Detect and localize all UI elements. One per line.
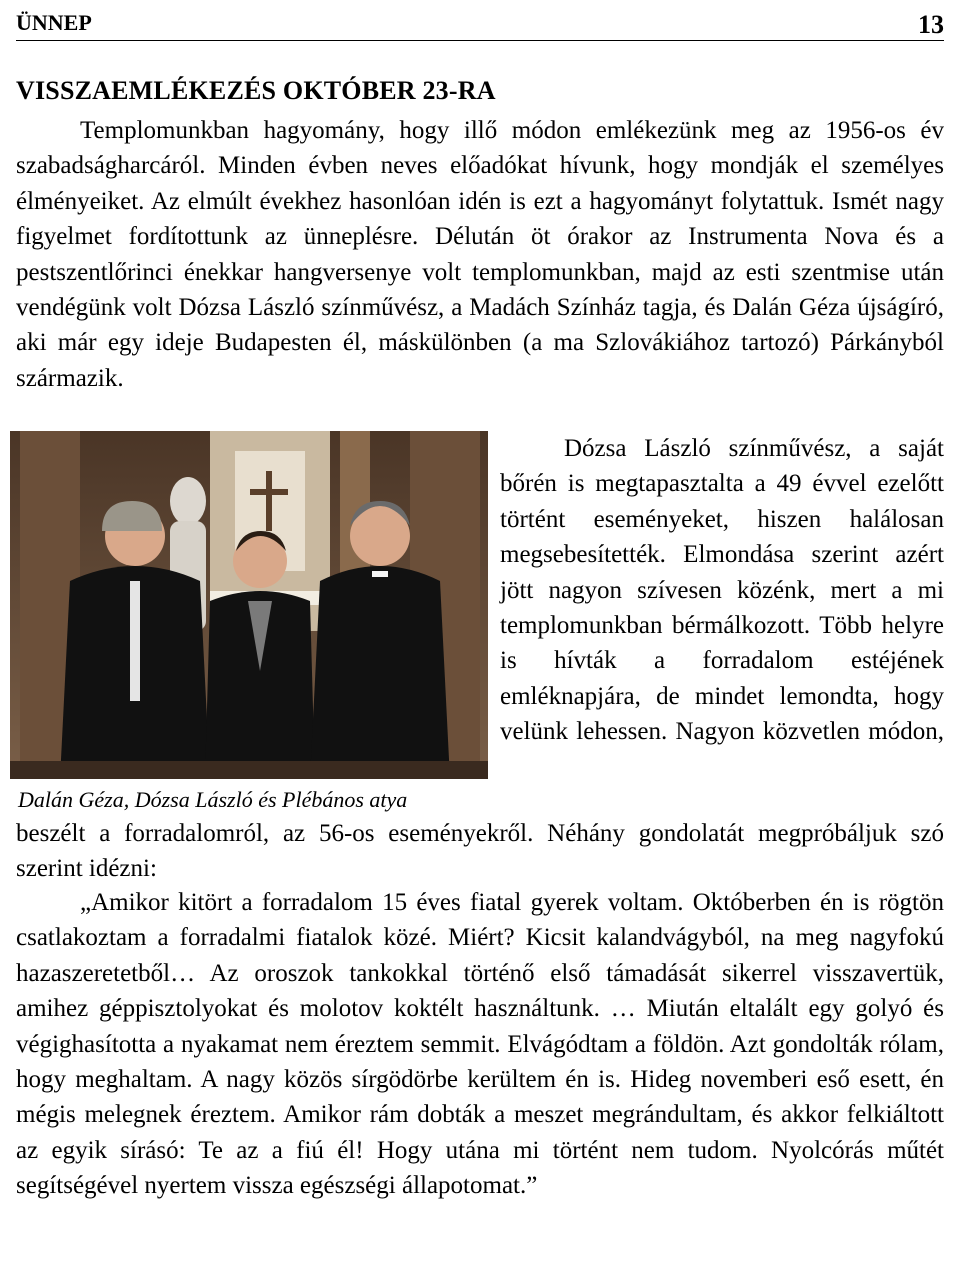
side-column-paragraph: Dózsa László színművész, a saját bőrén is megtapasztalta a 49 évvel ezelőtt történt eseményeket, hiszen halálosan megsebesítették. Elmondása szerint azért jött nagyon szívesen közénk, mert a mi templomunkban bérmálkozott. Több helyre is hívták a forradalom estéjének emléknapjára, de mindet lemondta, hogy velünk lehessen. Nagyon közvetlen módon,: [500, 435, 944, 746]
photo-caption: Dalán Géza, Dózsa László és Plébános atya: [18, 787, 408, 812]
article-title: VISSZAEMLÉKEZÉS OKTÓBER 23-RA: [16, 76, 496, 105]
article-intro-paragraph: Templomunkban hagyomány, hogy illő módon emlékezünk meg az 1956-os év szabadságharcáról. Minden évben neves előadókat hívunk, hogy mondják el személyes élményeiket. Az elmúlt évekhez hasonlóan idén is ezt a hagyományt folytattuk. Ismét nagy figyelmet fordítottunk az ünneplésre. Délután öt órakor az Instrumenta Nova és a pestszentlőrinci énekkar hangversenye volt templomunkban, majd az esti szentmise után vendégünk volt Dózsa László színművész, a Madách Színház tagja, és Dalán Géza újságíró, aki már egy ideje Budapesten él, máskülönben (a ma Szlovákiához tartozó) Párkányból származik.: [16, 117, 944, 392]
quote-paragraph: „Amikor kitört a forradalom 15 éves fiatal gyerek voltam. Októberben én is rögtön csatlakoztam a forradalmi fiatalok közé. Miért? Kicsit kalandvágyból, na meg nagyfokú hazaszeretetből… Az oroszok tankokkal történő első támadását sikerrel visszavertük, amihez géppisztolyokat és molotov koktélt használtunk. … Miután eltalált egy golyó és végighasította a nyakamat nem éreztem semmit. Elvágódtam a földön. Azt gondolták rólam, hogy meghaltam. A nagy közös sírgödörbe kerültem én is. Hideg novemberi eső esett, én mégis melegnek éreztem. Amikor rám dobták a meszet megrándultam, és akkor felkiáltott az egyik sírásó: Te az a fiú él! Hogy utána mi történt nem tudom. Nyolcórás műtét segítségével nyertem vissza egészségi állapotomat.”: [16, 889, 944, 1200]
photo-illustration: [10, 431, 488, 779]
page-header: [16, 10, 944, 41]
page-number: 13: [918, 10, 944, 39]
section-title: ÜNNEP: [16, 10, 92, 35]
group-photo: [10, 431, 488, 779]
continuation-paragraph: beszélt a forradalomról, az 56-os eseményekről. Néhány gondolatát megpróbáljuk szó szerint idézni:: [16, 820, 944, 883]
